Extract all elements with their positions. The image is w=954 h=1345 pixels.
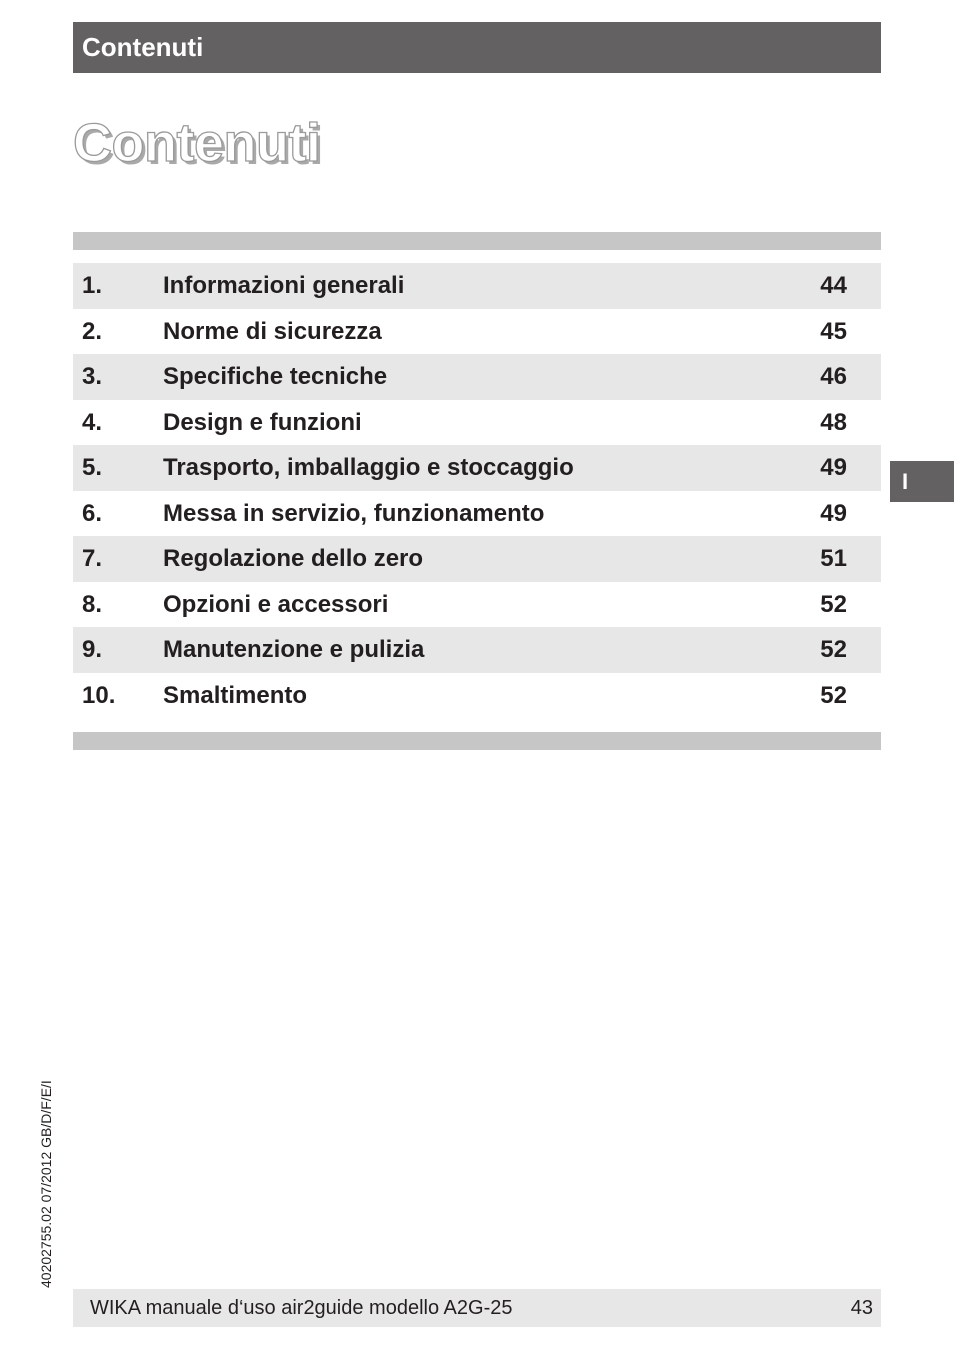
toc-entry-title: Trasporto, imballaggio e stoccaggio: [163, 454, 574, 481]
toc-entry-title: Design e funzioni: [163, 408, 362, 436]
toc-entry-number: 1.: [82, 272, 103, 299]
toc-entry-page: 48: [820, 408, 847, 436]
toc-entry-number: 4.: [82, 408, 103, 436]
toc-entry-number: 5.: [82, 454, 103, 481]
document-code: 40202755.02 07/2012 GB/D/F/E/I: [38, 1080, 54, 1288]
toc-entry[interactable]: [73, 263, 881, 309]
page-footer: [73, 1289, 881, 1327]
toc-entry[interactable]: [73, 445, 881, 491]
section-header-label: Contenuti: [82, 32, 204, 62]
toc-entry-number: 7.: [82, 545, 103, 572]
toc-entry-number: 8.: [82, 590, 103, 618]
toc-entry-title: Regolazione dello zero: [163, 545, 424, 572]
toc-entry-page: 44: [820, 272, 847, 299]
toc-entry-page: 51: [820, 545, 847, 572]
toc-entry-page: 49: [820, 499, 847, 527]
toc-top-rule: [73, 232, 881, 250]
toc-entry-number: 9.: [82, 636, 103, 663]
toc-entry[interactable]: [73, 400, 881, 446]
toc-entry-page: 49: [820, 454, 847, 481]
toc-bottom-rule: [73, 732, 881, 750]
toc-entry[interactable]: [73, 673, 881, 719]
toc-entry-title: Smaltimento: [163, 681, 308, 709]
toc-entry-title: Manutenzione e pulizia: [163, 636, 425, 663]
toc-entry[interactable]: [73, 354, 881, 400]
toc-entry-title: Informazioni generali: [163, 272, 405, 299]
toc-entry[interactable]: [73, 627, 881, 673]
toc-entry-title: Messa in servizio, funzionamento: [163, 499, 545, 527]
toc-entry-number: 6.: [82, 499, 103, 527]
toc-entry-title: Specifiche tecniche: [163, 363, 388, 390]
toc-entry-page: 52: [820, 590, 847, 618]
toc-entry[interactable]: [73, 536, 881, 582]
toc-entry-title: Opzioni e accessori: [163, 590, 389, 618]
toc-entry-number: 10.: [82, 681, 116, 709]
toc-entry[interactable]: [73, 491, 881, 537]
toc-entry[interactable]: [73, 309, 881, 355]
toc-entry[interactable]: [73, 582, 881, 628]
toc-entry-title: Norme di sicurezza: [163, 317, 382, 345]
table-of-contents: [73, 263, 881, 718]
page-title: Contenuti: [73, 113, 321, 173]
toc-entry-page: 46: [820, 363, 847, 390]
toc-entry-number: 3.: [82, 363, 103, 390]
footer-manual-title: WIKA manuale d‘uso air2guide modello A2G-25: [90, 1297, 513, 1319]
language-tab: [890, 461, 954, 502]
toc-entry-page: 52: [820, 636, 847, 663]
toc-entry-page: 52: [820, 681, 847, 709]
section-header: [73, 22, 881, 73]
toc-entry-number: 2.: [82, 317, 103, 345]
language-tab-label: I: [902, 469, 909, 494]
footer-page-number: 43: [850, 1297, 873, 1319]
toc-entry-page: 45: [820, 317, 847, 345]
